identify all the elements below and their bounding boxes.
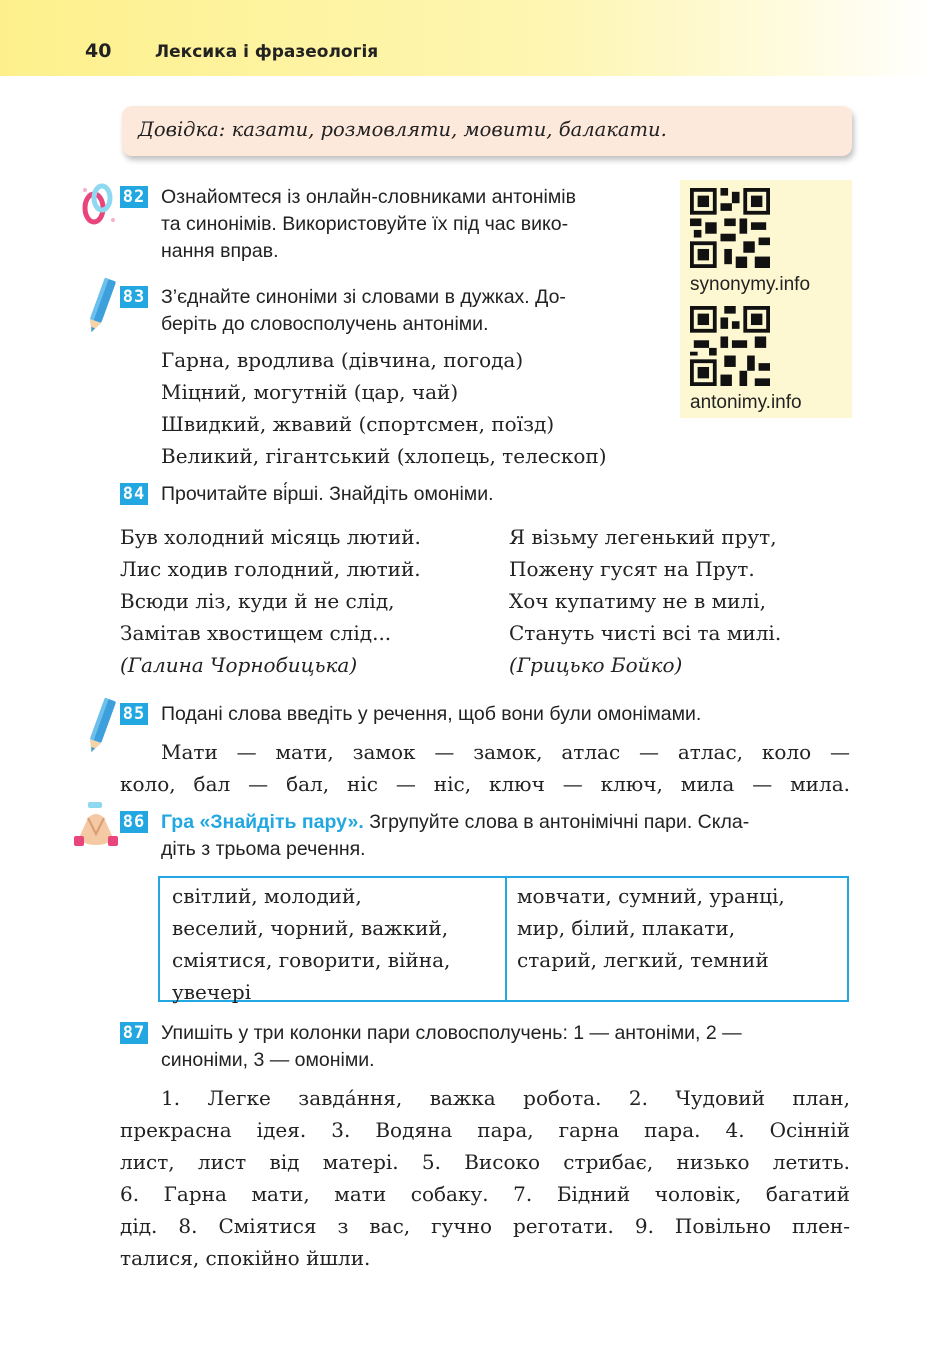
task-82-line: Ознайомтеся із онлайн-словниками антонімів: [161, 186, 576, 208]
qr-code-synonyms-icon[interactable]: [690, 188, 770, 268]
task-number-84: 84: [120, 483, 148, 505]
poem-line: Лис ходив голодний, лютий.: [120, 557, 421, 581]
word-table: [158, 876, 849, 1002]
task-87-line: лист, лист від матері. 5. Високо стрибає, низько летить.: [120, 1150, 850, 1174]
task-87-line: 6. Гарна мати, мати собаку. 7. Бідний чоловік, багатий: [120, 1182, 850, 1206]
pencil-icon: [84, 696, 118, 756]
antonyms-site-label[interactable]: antonimy.info: [690, 392, 802, 413]
table-cell-line: веселий, чорний, важкий,: [172, 916, 449, 940]
table-cell-line: світлий, молодий,: [172, 884, 362, 908]
table-cell-line: старий, легкий, темний: [517, 948, 769, 972]
task-85-line: Мати — мати, замок — замок, атлас — атлас, коло —: [161, 740, 850, 764]
poem-line: Був холодний місяць лютий.: [120, 525, 421, 549]
task-86-text: [161, 809, 861, 863]
page-header: [0, 0, 935, 76]
task-87-line: прекрасна ідея. 3. Водяна пара, гарна пара. 4. Осінній: [120, 1118, 850, 1142]
poem-author: (Галина Чорнобицька): [120, 653, 358, 677]
synonyms-site-label[interactable]: synonymy.info: [690, 274, 811, 295]
table-cell-line: сміятися, говорити, війна,: [172, 948, 451, 972]
task-84-instruction: Прочитайте ві́рші. Знайдіть омоніми.: [161, 483, 494, 505]
game-title: Гра «Знайдіть пару».: [161, 811, 364, 833]
task-85-words: [120, 736, 850, 800]
link-icon: [80, 182, 120, 226]
pencil-icon: [84, 276, 118, 336]
reference-text: Довідка: казати, розмовляти, мовити, балакати.: [138, 118, 667, 141]
task-87-instruction: [161, 1020, 861, 1074]
table-cell-left: [172, 880, 450, 1008]
task-87-line: дід. 8. Сміятися з вас, гучно реготати. 9. Повільно плен-: [120, 1214, 850, 1238]
poem-right: [509, 521, 781, 681]
task-83-line: беріть до словосполучень антоніми.: [161, 313, 489, 335]
task-87-line: талися, спокійно йшли.: [120, 1246, 371, 1270]
task-82-line: нання вправ.: [161, 240, 279, 262]
task-number-83: 83: [120, 286, 148, 308]
poem-line: Я візьму легенький прут,: [509, 525, 777, 549]
task-87-line: синоніми, 3 — омоніми.: [161, 1049, 375, 1071]
poem-left: [120, 521, 421, 681]
handshake-icon: [72, 800, 120, 850]
table-cell-line: мир, білий, плакати,: [517, 916, 736, 940]
chapter-title: Лексика і фразеологія: [155, 42, 379, 62]
task-number-82: 82: [120, 186, 148, 208]
list-item: Швидкий, жвавий (спортсмен, поїзд): [161, 412, 555, 436]
list-item: Міцний, могутній (цар, чай): [161, 380, 459, 404]
task-82-text: [161, 184, 681, 265]
poem-line: Хоч купатиму не в милі,: [509, 589, 766, 613]
list-item: Гарна, вродлива (дівчина, погода): [161, 348, 524, 372]
reference-box: [122, 106, 852, 156]
list-item: Великий, гігантський (хлопець, телескоп): [161, 444, 607, 468]
table-cell-line: мовчати, сумний, уранці,: [517, 884, 785, 908]
task-87-line: 1. Легке завда́ння, важка робота. 2. Чудовий план,: [161, 1086, 850, 1110]
poem-line: Замітав хвостищем слід...: [120, 621, 392, 645]
task-number-86: 86: [120, 811, 148, 833]
poem-line: Пожену гусят на Прут.: [509, 557, 755, 581]
qr-panel: [680, 180, 852, 418]
task-83-items: [161, 344, 607, 472]
table-cell-line: увечері: [172, 980, 252, 1004]
task-83-text: [161, 284, 681, 338]
poem-line: Стануть чисті всі та милі.: [509, 621, 782, 645]
task-83-line: З’єднайте синоніми зі словами в дужках. До-: [161, 286, 566, 308]
poem-line: Всюди ліз, куди й не слід,: [120, 589, 395, 613]
table-cell-right: [517, 880, 785, 976]
task-82-line: та синонімів. Використовуйте їх під час вико-: [161, 213, 569, 235]
task-87-text: [120, 1082, 850, 1274]
task-number-85: 85: [120, 703, 148, 725]
task-85-line: коло, бал — бал, ніс — ніс, ключ — ключ, мила — мила.: [120, 772, 850, 796]
task-85-instruction: Подані слова введіть у речення, щоб вони були омонімами.: [161, 703, 702, 725]
qr-code-antonyms-icon[interactable]: [690, 306, 770, 386]
task-number-87: 87: [120, 1022, 148, 1044]
poem-author: (Грицько Бойко): [509, 653, 683, 677]
task-86-line: Згрупуйте слова в антонімічні пари. Скла-: [363, 811, 750, 833]
page-number: 40: [85, 40, 112, 62]
table-divider: [505, 878, 507, 1000]
task-87-line: Упишіть у три колонки пари словосполучень: 1 — антоніми, 2 —: [161, 1022, 742, 1044]
task-86-line: діть з трьома речення.: [161, 838, 366, 860]
